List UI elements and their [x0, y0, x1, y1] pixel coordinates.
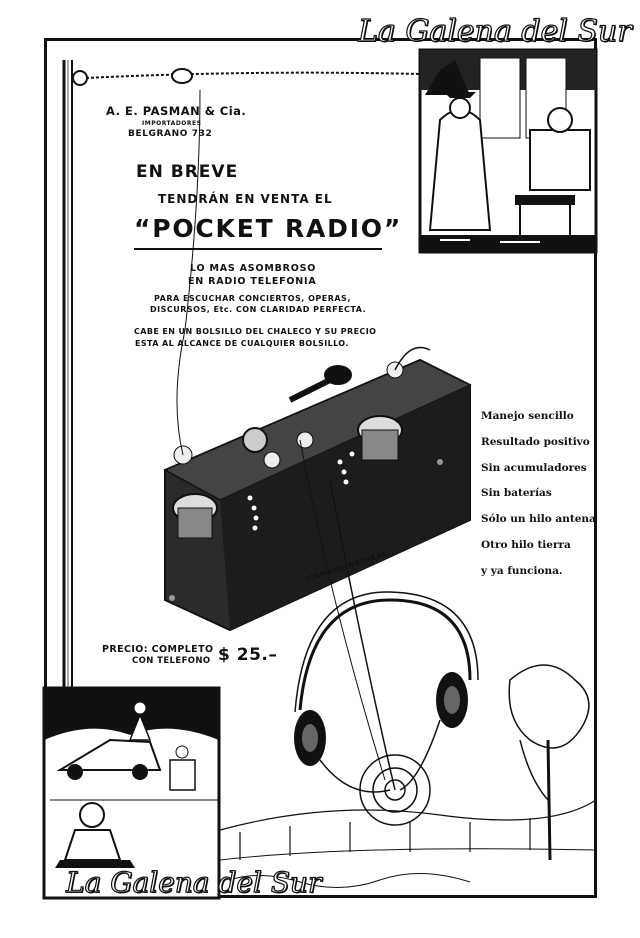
feature-item: Sólo un hilo antena [481, 513, 596, 526]
feature-item: Manejo sencillo [481, 410, 574, 422]
company-subtitle: IMPORTADORES [142, 120, 202, 127]
feature-item: Sin acumuladores [481, 461, 587, 474]
tagline-line-2: EN RADIO TELEFONIA [188, 276, 317, 287]
feature-item: y ya funciona. [481, 564, 563, 577]
countryside-landscape-illustration [220, 665, 596, 888]
product-underline [134, 248, 382, 250]
description-line-2: DISCURSOS, Etc. CON CLARIDAD PERFECTA. [150, 305, 367, 314]
feature-item: Sin baterías [481, 487, 552, 500]
features-list [481, 410, 596, 591]
price-value: $ 25.– [218, 645, 278, 665]
price-label-line-2: CON TELEFONO [132, 656, 211, 666]
watermark-bottom: La Galena del Sur [66, 866, 322, 899]
product-name: “POCKET RADIO” [134, 214, 403, 243]
bedside-scene-illustration [420, 50, 596, 252]
pocket-note-line-1: CABE EN UN BOLSILLO DEL CHALECO Y SU PRECIO [134, 327, 377, 336]
tagline-line-1: LO MAS ASOMBROSO [190, 263, 317, 274]
headline-soon: EN BREVE [136, 162, 239, 182]
feature-item: Resultado positivo [481, 435, 590, 448]
feature-item: Otro hilo tierra [481, 538, 571, 551]
pocket-note-line-2: ESTA AL ALCANCE DE CUALQUIER BOLSILLO. [135, 339, 349, 348]
company-address: BELGRANO 732 [128, 129, 213, 139]
company-name: A. E. PASMAN & Cia. [106, 104, 247, 118]
description-line-1: PARA ESCUCHAR CONCIERTOS, OPERAS, [154, 294, 351, 303]
headline-for-sale: TENDRÁN EN VENTA EL [158, 192, 333, 206]
actual-size-caption: (TAMAÑO NATURAL) [305, 548, 392, 584]
price-label-line-1: PRECIO: COMPLETO [102, 644, 214, 655]
watermark-top: La Galena del Sur [358, 14, 632, 49]
